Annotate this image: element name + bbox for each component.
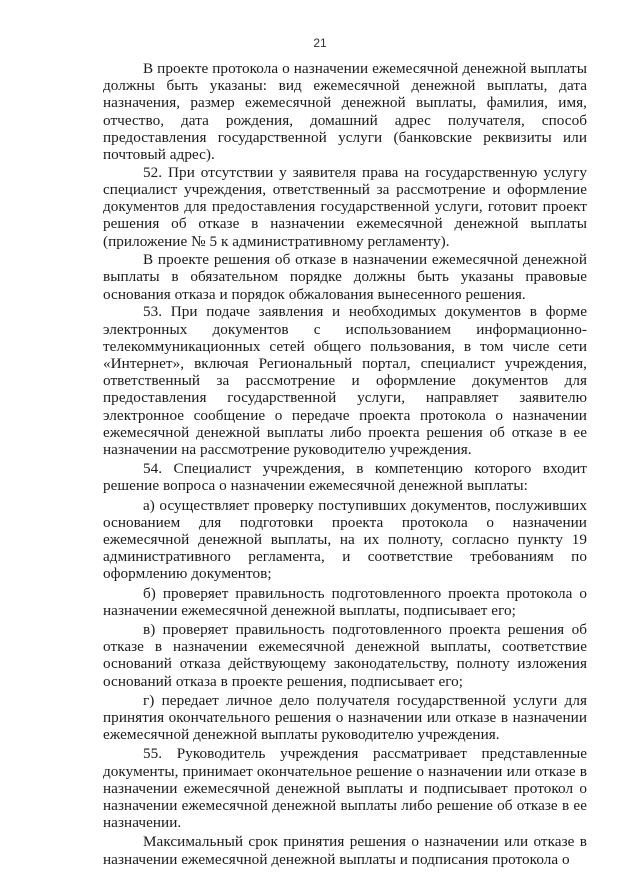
paragraph-54-a: а) осуществляет проверку поступивших документов, послуживших основанием для подготовки проекта протокола о назначении ежемесячной денежной выплаты, на их полноту, согласно пункту 19 административного регламента, и соответствие требованиям по оформлению документов;	[103, 496, 587, 583]
paragraph-54-g: г) передает личное дело получателя государственной услуги для принятия окончательного решения о назначении или отказе в назначении ежемесячной денежной выплаты руководителю учреждения.	[103, 691, 587, 744]
paragraph-54-b: б) проверяет правильность подготовленного проекта протокола о назначении ежемесячной денежной выплаты, подписывает его;	[103, 584, 587, 619]
paragraph-54-v: в) проверяет правильность подготовленного проекта решения об отказе в назначении ежемесячной денежной выплаты, соответствие оснований отказа действующему законодательству, полноту изложения оснований отказа в проекте решения, подписывает его;	[103, 621, 587, 690]
paragraph-54: 54. Специалист учреждения, в компетенцию которого входит решение вопроса о назначении ежемесячной денежной выплаты:	[103, 460, 587, 495]
paragraph-52: 52. При отсутствии у заявителя права на государственную услугу специалист учреждения, ответственный за рассмотрение и оформление документов для предоставления государственной услуги, готовит проект решения об отказе в назначении ежемесячной денежной выплаты (приложение № 5 к административному регламенту).	[103, 163, 587, 250]
paragraph-protocol-contents: В проекте протокола о назначении ежемесячной денежной выплаты должны быть указаны: вид ежемесячной денежной выплаты, дата назначения, размер ежемесячной денежной выплаты, фамилия, имя, отчество, дата рождения, домашний адрес получателя, способ предоставления государственной услуги (банковские реквизиты или почтовый адрес).	[103, 60, 587, 164]
paragraph-refusal-contents: В проекте решения об отказе в назначении ежемесячной денежной выплаты в обязательном порядке должны быть указаны правовые основания отказа и порядок обжалования вынесенного решения.	[103, 251, 587, 303]
page-number: 21	[313, 36, 327, 50]
paragraph-55: 55. Руководитель учреждения рассматривает представленные документы, принимает окончательное решение о назначении или отказе в назначении ежемесячной денежной выплаты и подписывает протокол о назначении ежемесячной денежной выплаты либо решение об отказе в ее назначении.	[103, 745, 587, 832]
page-body	[103, 60, 587, 868]
paragraph-53: 53. При подаче заявления и необходимых документов в форме электронных документов с использованием информационно-телекоммуникационных сетей общего пользования, в том числе сети «Интернет», включая Региональный портал, специалист учреждения, ответственный за рассмотрение и оформление документов для предоставления государственной услуги, направляет заявителю электронное сообщение о передаче проекта протокола о назначении ежемесячной денежной выплаты либо проекта решения об отказе в ее назначении на рассмотрение руководителю учреждения.	[103, 303, 587, 458]
paragraph-max-term: Максимальный срок принятия решения о назначении или отказе в назначении ежемесячной денежной выплаты и подписания протокола о	[103, 833, 587, 868]
